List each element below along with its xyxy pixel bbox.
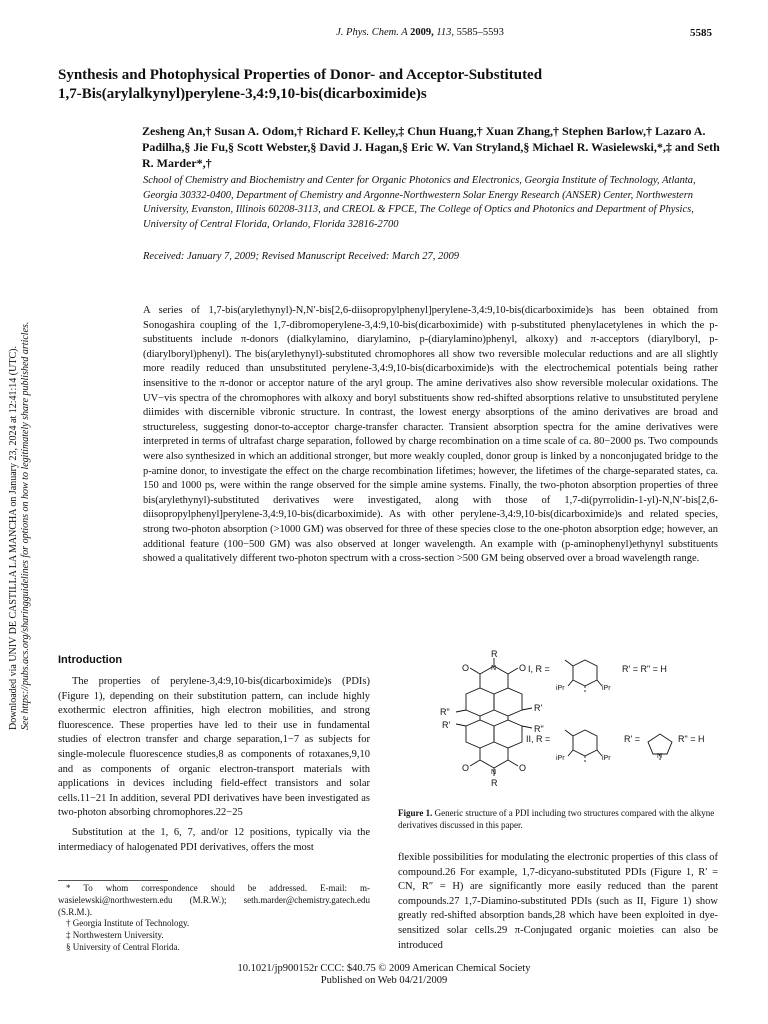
figure-1-caption xyxy=(398,808,718,831)
footer-doi-copyright: 10.1021/jp900152r CCC: $40.75 © 2009 American Chemical Society xyxy=(237,963,531,974)
intro-paragraph-continued: flexible possibilities for modulating the electronic properties of this class of compound.26 For example, 1,7-dicyano-substituted PDIs (Figure 1, R′ = CN, R″ = H) are significantly more easily reduced than the parent compounds.27 1,7-Diamino-substituted PDIs (such as II, Figure 1) show greatly red-shifted absorption bands,28 which have been exploited in dye-sensitized solar cells.29 π-Conjugated organic moieties can also be introduced xyxy=(398,852,718,951)
author-list: Zesheng An,† Susan A. Odom,† Richard F. Kelley,‡ Chun Huang,† Xuan Zhang,† Stephen Barlow,† Lazaro A. Padilha,§ Jie Fu,§ Scott Webster,§ David J. Hagan,§ Eric W. Van Stryland,§ Michael R. Wasielewski,*,‡ and Seth R. Marder*,† xyxy=(142,124,720,170)
label-pyrrolidine-n: N xyxy=(657,753,663,760)
label-n-bottom: N xyxy=(491,769,497,776)
received-dates: Received: January 7, 2009; Revised Manuscript Received: March 27, 2009 xyxy=(143,251,459,262)
article-title xyxy=(58,66,718,104)
label-ipr-i-right: iPr xyxy=(602,685,611,692)
figure-1-caption-text: Generic structure of a PDI including two structures compared with the alkyne derivatives discussed in this paper. xyxy=(398,808,715,830)
label-o-top-right: O xyxy=(519,663,527,673)
footnote-correspondence: * To whom correspondence should be addressed. E-mail: m-wasielewski@northwestern.edu (M.R.W.); seth.marder@chemistry.gatech.edu (S.R.M.). xyxy=(58,883,370,917)
intro-column-left xyxy=(58,675,370,855)
label-rprime-right: R' xyxy=(534,703,543,713)
footnote-rule xyxy=(58,880,168,881)
label-o-top-left: O xyxy=(462,663,470,673)
footnote-georgia-tech: † Georgia Institute of Technology. xyxy=(66,918,190,929)
footnote-ucf: § University of Central Florida. xyxy=(66,941,180,952)
label-rdprime-right: R" xyxy=(534,724,544,734)
label-compound-ii-rprime: R' = xyxy=(624,734,640,744)
label-o-bottom-right: O xyxy=(519,763,527,773)
intro-column-right xyxy=(398,851,718,953)
label-compound-i: I, R = xyxy=(528,664,550,674)
label-r-bottom: R xyxy=(491,778,498,788)
label-r-top: R xyxy=(491,650,498,659)
journal-year: 2009, xyxy=(410,27,434,38)
title-line-1: Synthesis and Photophysical Properties of Donor- and Acceptor-Substituted xyxy=(58,67,543,83)
footnote-northwestern: ‡ Northwestern University. xyxy=(66,930,164,941)
figure-1-structure xyxy=(398,650,718,810)
intro-paragraph-2: Substitution at the 1, 6, 7, and/or 12 positions, typically via the intermediacy of halogenated PDI derivatives, offers the most xyxy=(58,826,370,853)
download-notice-line-2: See https://pubs.acs.org/sharingguidelines for options on how to legitimately share published articles. xyxy=(20,321,31,730)
label-compound-ii-rdprime: R" = H xyxy=(678,734,705,744)
figure-1-label: Figure 1. xyxy=(398,808,433,818)
label-rdprime-left: R" xyxy=(440,707,450,717)
download-notice-line-1: Downloaded via UNIV DE CASTILLA LA MANCHA on January 23, 2024 at 12:41:14 (UTC). xyxy=(8,346,19,730)
footer-published-date: Published on Web 04/21/2009 xyxy=(320,975,448,986)
label-ipr-ii-right: iPr xyxy=(602,755,611,762)
affiliations: School of Chemistry and Biochemistry and Center for Organic Photonics and Electronics, Georgia Institute of Technology, Atlanta, Georgia 30332-0400, Department of Chemistry and Argonne-Northwestern Solar Energy Research (ANSER) Center, Northwestern University, Evanston, Illinois 60208-3113, and CREOL & FPCE, The College of Optics and Photonics and Department of Physics, University of Central Florida, Orlando, Florida 32816-2700 xyxy=(143,175,696,230)
page-number: 5585 xyxy=(690,27,712,39)
abstract: A series of 1,7-bis(arylethynyl)-N,N′-bis[2,6-diisopropylphenyl]perylene-3,4:9,10-bis(dicarboximide)s has been obtained from Sonogashira coupling of the 1,7-dibromoperylene-3,4:9,10-bis(dicarboximide) with p-substituted phenylacetylenes in which the p-substituents include π-donors (dialkylamino, diarylamino, p-(diarylamino)phenyl, alkoxy) and π-acceptors (diarylboryl, p-(diarylboryl)phenyl). The bis(arylethynyl)-substituted chromophores all show two reversible molecular reductions and are all slightly more readily reduced than unsubstituted perylene-3,4:9,10-bis(dicarboximide)s with the electrochemical potentials being rather insensitive to the π-donor or acceptor nature of the aryl group. The amine derivatives also show reversible molecular oxidations. The UV−vis spectra of the chromophores with alkoxy and boryl substituents show red-shifted absorptions relative to unsubstituted perylene diimides with discernible vibronic structure. In contrast, the lowest energy absorptions of the amino derivatives are broad and structureless, suggesting donor-to-acceptor charge-transfer character. Transient absorption spectra for the amine derivatives were interpreted in terms of ultrafast charge separation, followed by charge recombination on a time scale of ca. 80−2000 ps. Two compounds were also synthesized in which an additional stronger, but more weakly coupled, donor group is linked by a nonconjugated bridge to the p-amine donor, to investigate the effect on the charge recombination lifetimes; however, the lifetimes of the charge-separated states, ca. 150 and 1000 ps, were within the range observed for the simple amine systems. Finally, the two-photon absorption properties of three bis(arylethynyl)-substituted derivatives were investigated, along with those of 1,7-di(pyrrolidin-1-yl)-N,N′-bis[2,6-diisopropylphenyl]perylene-3,4:9,10-bis(dicarboximide). As with other perylene-3,4:9,10-bis(dicarboximide)s and related species, strong two-photon absorption (>1000 GM) was observed for three of these species close to the one-photon absorption edge; however, an additional feature (100−500 GM) was also observed at longer wavelength. An example with (p-aminophenyl)ethynyl substituents showed a qualitatively different two-photon spectrum with a cross-section >500 GM being observed over a broad wavelength range. xyxy=(143,305,718,565)
section-heading-introduction: Introduction xyxy=(58,654,123,666)
journal-pages: 5585–5593 xyxy=(456,27,504,38)
journal-volume: 113, xyxy=(436,27,454,38)
label-compound-i-subst: R' = R" = H xyxy=(622,664,667,674)
label-o-bottom-left: O xyxy=(462,763,470,773)
footnotes xyxy=(58,883,370,954)
journal-name: J. Phys. Chem. A xyxy=(336,27,408,38)
download-notice xyxy=(2,300,32,740)
label-ipr-ii-left: iPr xyxy=(556,755,565,762)
label-ipr-i-left: iPr xyxy=(556,685,565,692)
label-n-top: N xyxy=(491,665,497,672)
intro-paragraph-1: The properties of perylene-3,4:9,10-bis(dicarboximide)s (PDIs) (Figure 1), depending on their substitution pattern, can include highly exothermic electron affinities, high electron mobilities, and strong fluorescence. These properties have led to their use in fundamental studies of electron transfer and charge separation,1−7 as subjects for single-molecule fluorescence studies,8 as components of rotaxanes,9,10 and as components of organic electron-transport materials with applications in devices including field-effect transistors and solar cells.11−21 In addition, several PDI derivatives have been investigated as two-photon absorbing chromophores.22−25 xyxy=(58,676,370,819)
label-compound-ii: II, R = xyxy=(526,734,551,744)
label-rprime-left: R' xyxy=(442,720,451,730)
title-line-2: 1,7-Bis(arylalkynyl)perylene-3,4:9,10-bis(dicarboximide)s xyxy=(58,86,427,102)
running-header xyxy=(270,27,570,38)
